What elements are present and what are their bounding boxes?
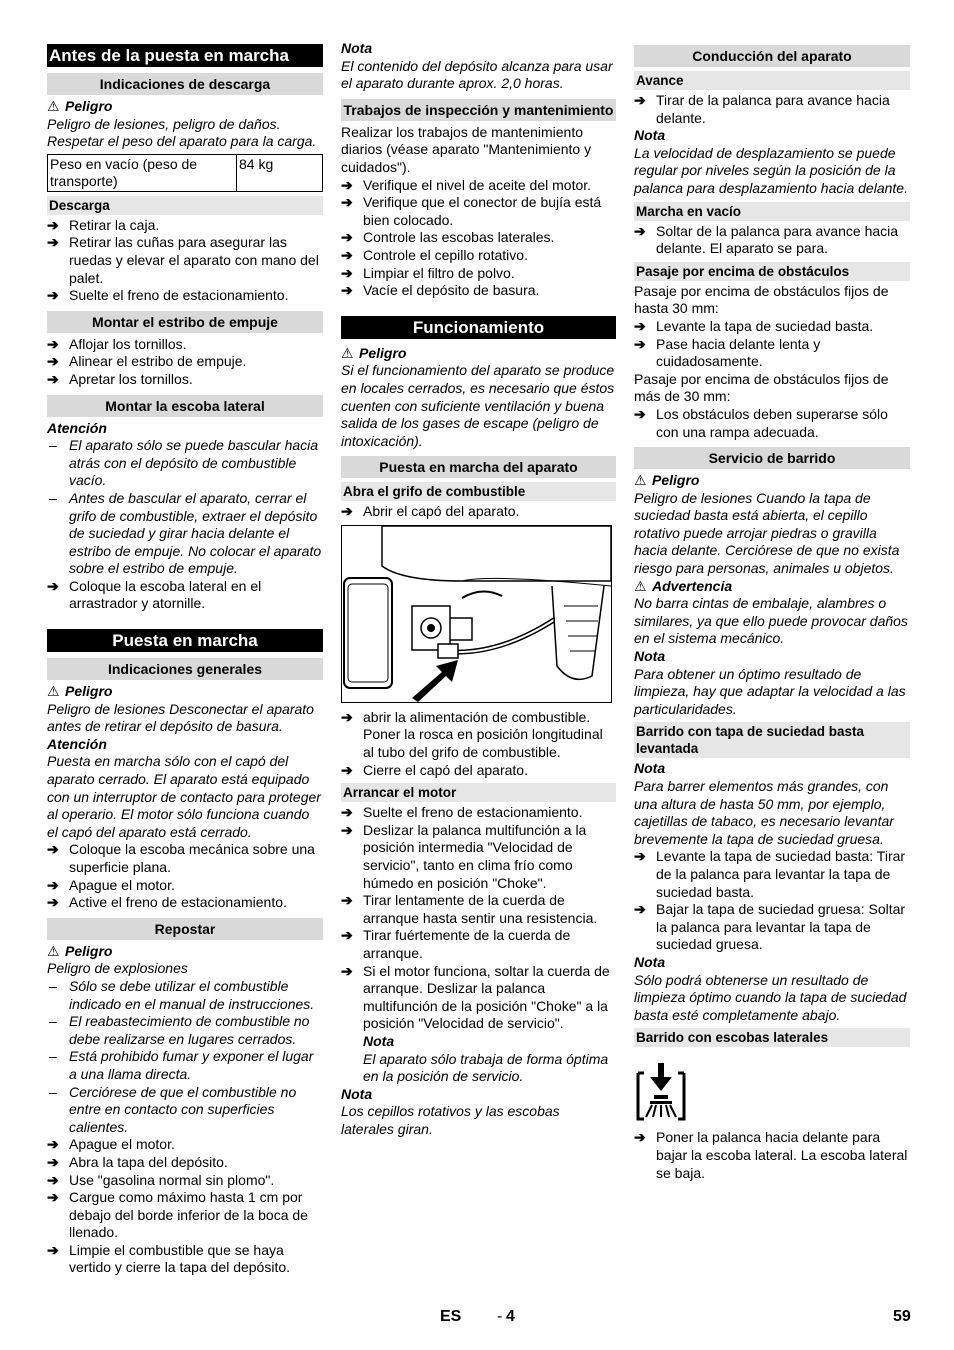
table-row <box>48 154 323 191</box>
note-label: Nota <box>634 760 666 777</box>
footer-page-number: 59 <box>893 1308 911 1325</box>
footer-dash: - <box>497 1308 503 1325</box>
note-label: Nota <box>363 1032 395 1049</box>
engine-figure <box>341 525 612 703</box>
list-item: ➔ Limpie el combustible que se haya vertido y cierre la tapa del depósito. <box>47 1242 323 1277</box>
insp-list <box>341 177 616 300</box>
footer-language: ES <box>440 1308 462 1325</box>
list-item: ➔ Apague el motor. <box>47 1136 323 1154</box>
danger-text: Peligro de lesiones Desconectar el aparato antes de retirar el depósito de basura. <box>47 700 314 735</box>
subsubsection-title: Pasaje por encima de obstáculos <box>634 262 910 281</box>
attention-label: Atención <box>47 419 107 436</box>
grifo-list <box>341 503 616 521</box>
danger-text: Peligro de lesiones, peligro de daños. Respetar el peso del aparato para la carga. <box>47 115 317 150</box>
note-text: El contenido del depósito alcanza para usar el aparato durante aprox. 2,0 horas. <box>341 57 613 92</box>
list-item: ➔ Bajar la tapa de suciedad gruesa: Soltar la palanca para levantar la tapa de suciedad gruesa. <box>634 901 910 954</box>
list-item: ➔ Limpiar el filtro de polvo. <box>341 265 616 283</box>
list-item: ➔ Controle el cepillo rotativo. <box>341 247 616 265</box>
subsection-title: Indicaciones generales <box>47 658 323 680</box>
repostar-list <box>47 1136 323 1277</box>
danger-label: ⚠ Peligro <box>47 98 113 114</box>
spec-key: Peso en vacío (peso de transporte) <box>48 154 237 191</box>
danger-label: ⚠ Peligro <box>634 472 700 489</box>
list-item: ➔ Levante la tapa de suciedad basta: Tirar de la palanca para levantar la tapa de suciedad basta. <box>634 848 910 901</box>
list-item: – Está prohibido fumar y exponer el lugar a una llama directa. <box>47 1048 323 1083</box>
list-item: ➔ Apague el motor. <box>47 877 323 895</box>
list-item: – Antes de bascular el aparato, cerrar el grifo de combustible, extraer el depósito de suciedad y girar hacia delante el estribo de empuje. No colocar el aparato sobre el estribo de empuje. <box>47 490 323 578</box>
note-label: Nota <box>634 953 666 970</box>
list-item: ➔ Abrir el capó del aparato. <box>341 503 616 521</box>
warning-text: No barra cintas de embalaje, alambres o similares, ya que ello puede provocar daños en el sistema mecánico. <box>634 595 908 647</box>
warning-triangle-icon: ⚠ <box>634 472 647 489</box>
subsubsection-title: Descarga <box>47 196 323 215</box>
attention-text: Puesta en marcha sólo con el capó del aparato cerrado. El aparato está equipado con un interruptor de contacto para proteger al operario. El motor sólo funciona cuando el capó del aparato está cerrado. <box>47 753 321 840</box>
danger-label: ⚠ Peligro <box>47 683 113 700</box>
side-broom-lower-icon <box>634 1063 688 1121</box>
subsection-title: Trabajos de inspección y mantenimiento <box>341 99 616 121</box>
subsection-title: Repostar <box>47 918 323 940</box>
list-item: ➔ Si el motor funciona, soltar la cuerda de arranque. Deslizar la palanca multifunción de la posición "Choke" a la posición "Velocidad de servicio". <box>341 963 616 1033</box>
danger-label: ⚠ Peligro <box>341 344 407 361</box>
list-item: ➔ Aflojar los tornillos. <box>47 336 323 354</box>
spec-value: 84 kg <box>237 154 323 191</box>
note-label: Nota <box>341 1085 373 1102</box>
vacio-list <box>634 223 910 258</box>
list-item: ➔ Retirar las cuñas para asegurar las ruedas y elevar el aparato con mano del palet. <box>47 234 323 287</box>
attention-label: Atención <box>47 735 107 752</box>
section-title: Antes de la puesta en marcha <box>47 44 323 67</box>
subsubsection-title: Avance <box>634 71 910 90</box>
list-item: ➔ Tirar de la palanca para avance hacia delante. <box>634 92 910 127</box>
list-item: ➔ Cierre el capó del aparato. <box>341 762 616 780</box>
list-item: ➔ Cargue como máximo hasta 1 cm por debajo del borde inferior de la boca de llenado. <box>47 1189 323 1242</box>
note-text: Para obtener un óptimo resultado de limpieza, hay que adaptar la velocidad a las particularidades. <box>634 665 906 717</box>
estribo-list <box>47 336 323 389</box>
repostar-dash-list <box>47 978 323 1136</box>
list-item: ➔ Los obstáculos deben superarse sólo con una rampa adecuada. <box>634 406 910 441</box>
list-item: ➔ Pase hacia delante lenta y cuidadosamente. <box>634 336 910 371</box>
list-item: ➔ Verifique que el conector de bujía está bien colocado. <box>341 194 616 229</box>
list-item: ➔ Coloque la escoba mecánica sobre una superficie plana. <box>47 841 323 876</box>
subsubsection-title: Barrido con escobas laterales <box>634 1028 910 1047</box>
list-item: – Cerciórese de que el combustible no entre en contacto con superficies calientes. <box>47 1084 323 1137</box>
subsubsection-title: Marcha en vacío <box>634 202 910 221</box>
spec-table <box>47 154 323 192</box>
lat-list <box>634 1129 910 1182</box>
general-list <box>47 841 323 911</box>
subsection-title: Conducción del aparato <box>634 45 910 67</box>
list-item: ➔ Abra la tapa del depósito. <box>47 1154 323 1172</box>
danger-text: Si el funcionamiento del aparato se produce en locales cerrados, es necesario que éstos cuenten con suficiente ventilación y buena salida de los gases de escape (peligro de intoxicación). <box>341 362 615 449</box>
list-item: ➔ Verifique el nivel de aceite del motor. <box>341 177 616 195</box>
subsubsection-title: Barrido con tapa de suciedad basta levantada <box>634 722 910 758</box>
body-text: Pasaje por encima de obstáculos fijos de más de 30 mm: <box>634 370 889 405</box>
obst-list-2 <box>634 406 910 441</box>
note-label: Nota <box>341 40 373 56</box>
note-label: Nota <box>634 648 666 665</box>
subsection-title: Montar el estribo de empuje <box>47 311 323 333</box>
note-text: La velocidad de desplazamiento se puede regular por niveles según la posición de la palanca para desplazamiento hacia delante. <box>634 144 908 196</box>
list-item: ➔ Controle las escobas laterales. <box>341 229 616 247</box>
note-text: Para barrer elementos más grandes, con una altura de hasta 50 mm, por ejemplo, cajetillas de tabaco, es necesario levantar brevemente la tapa de suciedad gruesa. <box>634 778 894 847</box>
note-text: El aparato sólo trabaja de forma óptima en la posición de servicio. <box>363 1050 609 1085</box>
column-middle <box>341 40 616 1139</box>
list-item: ➔ Active el freno de estacionamiento. <box>47 894 323 912</box>
subsubsection-title: Abra el grifo de combustible <box>341 482 616 501</box>
section-title: Puesta en marcha <box>47 629 323 652</box>
warning-triangle-icon: ⚠ <box>47 683 60 700</box>
note-text: Sólo podrá obtenerse un resultado de limpieza óptimo cuando la tapa de suciedad basta esté completamente abajo. <box>634 971 907 1023</box>
note-label: Nota <box>634 127 666 144</box>
danger-text: Peligro de lesiones Cuando la tapa de suciedad basta está abierta, el cepillo rotativo puede arrojar piedras o gravilla hacia delante. Cerciórese de que no exista riesgo para personas, animales u objetos. <box>634 489 900 577</box>
descarga-list <box>47 217 323 305</box>
subsection-title: Montar la escoba lateral <box>47 395 323 417</box>
subsection-title: Puesta en marcha del aparato <box>341 456 616 478</box>
note-text: Los cepillos rotativos y las escobas laterales giran. <box>341 1103 560 1137</box>
danger-text: Peligro de explosiones <box>47 960 188 977</box>
avance-list <box>634 92 910 127</box>
escoba-list <box>47 578 323 613</box>
list-item: ➔ Vacíe el depósito de basura. <box>341 282 616 300</box>
body-text: Realizar los trabajos de mantenimiento diarios (véase aparato "Mantenimiento y cuidados"). <box>341 123 592 175</box>
warning-triangle-icon: ⚠ <box>47 98 60 114</box>
column-left <box>47 40 323 1277</box>
list-item: ➔ abrir la alimentación de combustible. Poner la rosca en posición longitudinal al tubo del grifo de combustible. <box>341 709 616 762</box>
grifo-list-2 <box>341 709 616 779</box>
list-item: ➔ Use "gasolina normal sin plomo". <box>47 1172 323 1190</box>
list-item: ➔ Poner la palanca hacia delante para bajar la escoba lateral. La escoba lateral se baja. <box>634 1129 910 1182</box>
list-item: ➔ Coloque la escoba lateral en el arrastrador y atornille. <box>47 578 323 613</box>
arrancar-list <box>341 804 616 1033</box>
subsection-title: Servicio de barrido <box>634 447 910 469</box>
list-item: ➔ Suelte el freno de estacionamiento. <box>47 287 323 305</box>
warning-triangle-icon: ⚠ <box>47 942 60 959</box>
subsection-title: Indicaciones de descarga <box>47 73 323 95</box>
danger-label: ⚠ Peligro <box>47 942 113 959</box>
tapa-list <box>634 848 910 954</box>
list-item: ➔ Retirar la caja. <box>47 217 323 235</box>
list-item: ➔ Levante la tapa de suciedad basta. <box>634 318 910 336</box>
warning-label: ⚠ Advertencia <box>634 577 733 594</box>
warning-triangle-icon: ⚠ <box>634 577 647 594</box>
list-item: ➔ Suelte el freno de estacionamiento. <box>341 804 616 822</box>
body-text: Pasaje por encima de obstáculos fijos de hasta 30 mm: <box>634 282 889 317</box>
escoba-dash-list <box>47 437 323 578</box>
list-item: ➔ Tirar lentamente de la cuerda de arranque hasta sentir una resistencia. <box>341 892 616 927</box>
obst-list-1 <box>634 318 910 371</box>
list-item: – El reabastecimiento de combustible no debe realizarse en lugares cerrados. <box>47 1013 323 1048</box>
engine-illustration <box>342 526 611 702</box>
list-item: ➔ Tirar fuértemente de la cuerda de arranque. <box>341 927 616 962</box>
list-item: ➔ Soltar de la palanca para avance hacia delante. El aparato se para. <box>634 223 910 258</box>
warning-triangle-icon: ⚠ <box>341 344 354 361</box>
list-item: ➔ Alinear el estribo de empuje. <box>47 353 323 371</box>
footer-section-page: 4 <box>506 1308 515 1325</box>
subsubsection-title: Arrancar el motor <box>341 783 616 802</box>
list-item: ➔ Apretar los tornillos. <box>47 371 323 389</box>
list-item: – El aparato sólo se puede bascular hacia atrás con el depósito de combustible vacío. <box>47 437 323 490</box>
section-title: Funcionamiento <box>341 316 616 339</box>
list-item: – Sólo se debe utilizar el combustible indicado en el manual de instrucciones. <box>47 978 323 1013</box>
column-right <box>634 40 910 1182</box>
list-item: ➔ Deslizar la palanca multifunción a la posición intermedia "Velocidad de servicio", tanto en clima frío como húmedo en posición "Choke". <box>341 822 616 892</box>
